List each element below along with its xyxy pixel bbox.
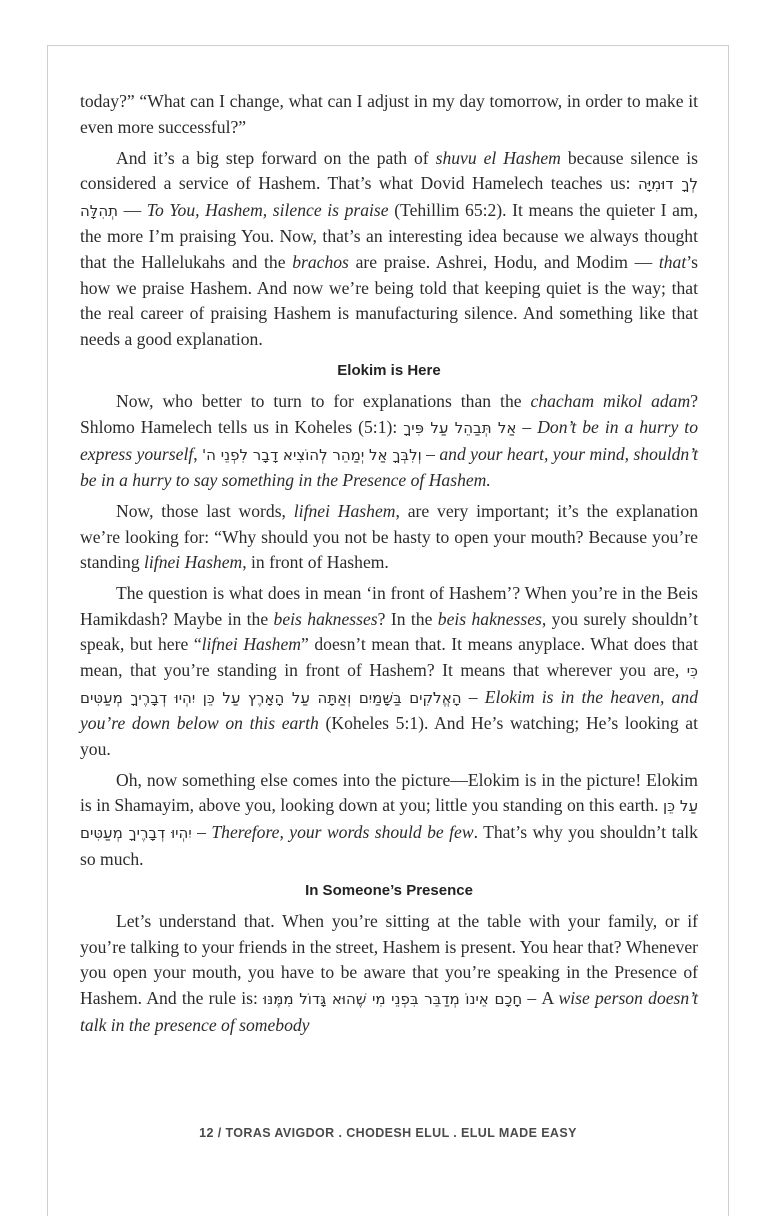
page-content xyxy=(80,89,698,1044)
paragraph xyxy=(80,768,698,872)
paragraph xyxy=(80,89,698,140)
paragraph xyxy=(80,909,698,1038)
text: – xyxy=(461,686,485,707)
italic-text: beis haknesses xyxy=(437,608,542,629)
text: because silence is considered a service of Hashem. That’s what Dovid Hamelech teaches us: xyxy=(80,147,698,194)
page-footer: 12 / TORAS AVIGDOR . CHODESH ELUL . ELUL MADE EASY xyxy=(199,1126,577,1140)
text: are praise. Ashrei, Hodu, and Modim — xyxy=(348,251,659,272)
italic-text: that xyxy=(658,251,687,272)
text: today?” “What can I change, what can I adjust in my day tomorrow, in order to make it even more successful?” xyxy=(80,91,698,137)
text: Let’s understand that. When you’re sitting at the table with your family, or if you’re talking to your friends in the street, Hashem is present. You hear that? Whenever you open your mouth, you have to be aware that you’re speaking in the Presence of Hashem. And the rule is: xyxy=(80,911,698,1008)
text: – xyxy=(421,443,440,464)
italic-text: lifnei Hashem xyxy=(293,501,396,522)
text: , are very important; it’s the explanation we’re looking for: “Why should you not be hasty to open your mouth? Because you’re standing xyxy=(80,501,699,573)
text: , in front of Hashem. xyxy=(242,552,389,573)
text: The question is what does in mean ‘in front of Hashem’? When you’re in the Beis Hamikdash? Maybe in the xyxy=(80,583,698,629)
italic-text: Therefore, your words should be few xyxy=(211,822,474,842)
text: Now, those last words, xyxy=(116,501,294,522)
text: ? Shlomo Hamelech tells us in Koheles (5:1): xyxy=(80,391,698,437)
section-heading: Elokim is Here xyxy=(337,362,441,380)
paragraph xyxy=(80,146,698,353)
text: , you surely shouldn’t speak, but here “ xyxy=(80,608,698,655)
text: (Koheles 5:1). And He’s watching; He’s looking at you. xyxy=(80,713,698,759)
italic-text: Elokim is in the heaven, and you’re down below on this earth xyxy=(80,686,699,734)
italic-text: To You, Hashem, silence is praise xyxy=(146,199,389,220)
text: – xyxy=(516,416,538,437)
text: (Tehillim 65:2). It means the quieter I am, the more I’m praising You. Now, that’s an interesting idea because we always thought that the Hallelukahs and the xyxy=(80,199,698,272)
italic-text: brachos xyxy=(292,251,349,272)
italic-text: lifnei Hashem xyxy=(201,634,301,655)
text: Oh, now something else comes into the picture—Elokim is in the picture! Elokim is in Shamayim, above you, looking down at you; little you standing on this earth. xyxy=(80,769,698,816)
text: . That’s why you shouldn’t talk so much. xyxy=(80,822,698,869)
text: ” doesn’t mean that. It means anyplace. What does that mean, that you’re standing in front of Hashem? It means that wherever you are, xyxy=(80,634,699,681)
hebrew-quote: וְלִבְּךָ אַל יְמַהֵר לְהוֹצִיא דָבָר לִפְנֵי ה' xyxy=(202,445,422,464)
hebrew-quote: לְךָ דוּמִיָּה תְהִלָּה xyxy=(80,175,698,220)
hebrew-quote: אַל תְּבַהֵל עַל פִּיךָ xyxy=(403,418,517,437)
paragraph xyxy=(80,499,698,576)
text: — xyxy=(117,199,147,220)
italic-text: Don’t be in a hurry to express yourself xyxy=(80,416,698,464)
italic-text: beis haknesses xyxy=(273,608,378,629)
italic-text: shuvu el Hashem xyxy=(435,147,561,168)
paragraph xyxy=(80,581,698,762)
italic-text: chacham mikol adam xyxy=(530,391,691,412)
hebrew-quote: עַל כֵּן יִהְיוּ דְבָרֶיךָ מְעַטִּים xyxy=(80,797,698,842)
text: – A xyxy=(522,987,559,1008)
page xyxy=(47,45,729,1216)
section-heading: In Someone’s Presence xyxy=(305,882,473,900)
text: , xyxy=(193,443,203,464)
hebrew-quote: חָכָם אֵינוֹ מְדַבֵּר בִּפְנֵי מִי שֶׁהוּא גָּדוֹל מִמֶּנּוּ xyxy=(263,989,523,1008)
paragraph xyxy=(80,389,698,493)
italic-text: wise person doesn’t talk in the presence of somebody xyxy=(80,987,698,1035)
text: – xyxy=(191,822,212,842)
italic-text: and your heart, your mind, shouldn’t be in a hurry to say something in the Presence of Hashem. xyxy=(80,443,698,491)
text: ? In the xyxy=(377,608,438,629)
hebrew-quote: כִּי הָאֱלֹקִים בַּשָּׁמַיִם וְאַתָּה עַל הָאָרֶץ עַל כֵּן יִהְיוּ דְבָרֶיךָ מְעַטִּים xyxy=(80,662,698,707)
text: And it’s a big step forward on the path of xyxy=(116,147,436,168)
italic-text: lifnei Hashem xyxy=(144,552,243,573)
text: Now, who better to turn to for explanations than the xyxy=(116,391,531,412)
text: ’s how we praise Hashem. And now we’re being told that keeping quiet is the way; that the real career of praising Hashem is manufacturing silence. And something like that needs a good explanation. xyxy=(80,251,698,349)
